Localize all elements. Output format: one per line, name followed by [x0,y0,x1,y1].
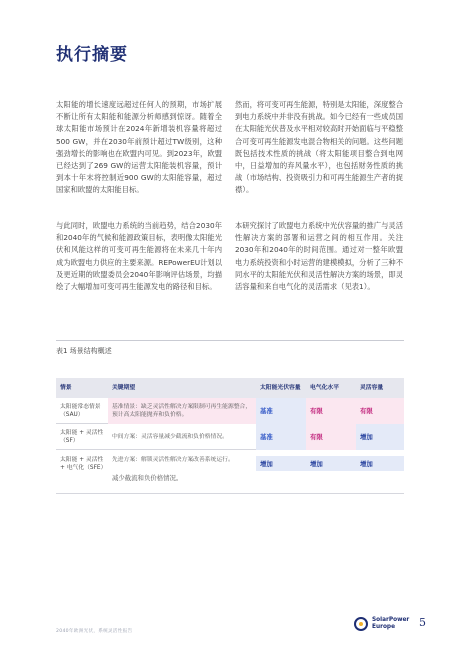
table-row [56,450,404,494]
scenario-table [56,378,404,494]
header-electrification: 电气化水平 [310,385,339,391]
right-column-paragraph-2 [235,220,403,293]
table-row [56,398,404,424]
left-column-paragraph-2 [56,220,222,293]
header-scenario: 情景 [60,385,72,391]
footer-text: 2040年欧洲光伏，系统灵活性报告 [56,629,133,634]
body-text: 太阳能的增长速度远超过任何人的预期，市场扩展不断让所有太阳能和能源分析师感到惊讶。随着全球太阳能市场预计在2024年新增装机容量将超过500 GW，并在2030年前预计超过TW级别，这种强劲增长的影响也在欧盟内可见。到2023年，欧盟已经达到了269 GW的运营太阳能装机容量，预计到本十年末将控制近900 GW的太阳能容量，超过国家和欧盟的太阳能目标。 [56,100,222,195]
flex-capacity-value: 增加 [356,424,404,450]
scenario-name: 太阳能 + 灵活性 + 电气化（SFE） [60,457,107,471]
key-expectation-line: 先进方案：解锁灵活性解决方案改善系统运行。 [112,457,234,463]
flex-capacity-value: 有限 [356,398,404,424]
logo-line-2: Europe [372,624,396,630]
electrification-value: 有限 [306,398,356,424]
key-expectation-line: 减少截流和负价格情况。 [112,474,183,482]
right-column-paragraph-1 [235,99,403,197]
electrification-value: 有限 [306,424,356,450]
table-top-divider [56,340,404,341]
body-text: 与此同时，欧盟电力系统的当前趋势，结合2030年和2040年的气候和能源政策目标，表明像太阳能光伏和风能这样的可变可再生能源将在未来几十年内成为欧盟电力供应的主要来源。REPowerEU计划以及更近期的欧盟委员会2040年影响评估场景，均描绘了大幅增加可变可再生能源发电的路径和目标。 [56,221,222,292]
pv-capacity-value: 基准 [256,424,306,450]
left-column-paragraph-1 [56,99,222,197]
sun-logo-icon [354,617,368,631]
header-flex-capacity: 灵活容量 [360,385,384,391]
pv-capacity-value: 基准 [256,398,306,424]
logo-line-1: SolarPower [372,617,410,624]
body-text: 本研究探讨了欧盟电力系统中光伏容量的推广与灵活性解决方案的部署和运营之间的相互作用。关注2030年和2040年的时间范围。通过对一整年欧盟电力系统投资和小时运营的建模模拟，分析了三种不同水平的太阳能光伏和灵活性解决方案的场景，即灵活容量和来自电气化的灵活需求（见表1）。 [235,221,403,292]
header-key-expectation: 关键期望 [112,385,136,391]
page-number: 5 [419,616,426,629]
logo-wordmark [372,617,409,630]
pv-capacity-value: 增加 [256,456,306,471]
page-title: 执行摘要 [56,45,128,65]
key-expectation: 基准情景：缺乏灵活性解决方案限制可再生能源整合，预计高太阳能抛弃和负价格。 [108,398,256,424]
body-text: 然而，将可变可再生能源，特别是太阳能，深度整合到电力系统中并非没有挑战。如今已经有一些成员国在太阳能光伏普及水平相对较高时开始面临与平稳整合可变可再生能源发电混合物相关的问题。这些问题既包括技术性质的挑战（将太阳能项目整合到电网中，日益增加的弃风量水平），也包括财务性质的挑战（市场结构、投资吸引力和可再生能源生产者的捉襟）。 [235,100,403,195]
scenario-name: 太阳能常态情景（SAU） [60,403,101,418]
table-caption: 表1 场景结构概述 [56,347,112,355]
scenario-name: 太阳能 + 灵活性（SF） [60,429,104,444]
electrification-value: 增加 [306,456,356,471]
table-row [56,424,404,450]
solarpower-europe-logo [354,617,409,631]
flex-capacity-value: 增加 [356,456,404,471]
key-expectation: 中间方案：灵活容量减少截流和负价格情况。 [112,433,228,440]
table-header-row [56,378,404,398]
header-pv-capacity: 太阳能光伏容量 [260,385,301,391]
key-expectation [108,456,256,482]
